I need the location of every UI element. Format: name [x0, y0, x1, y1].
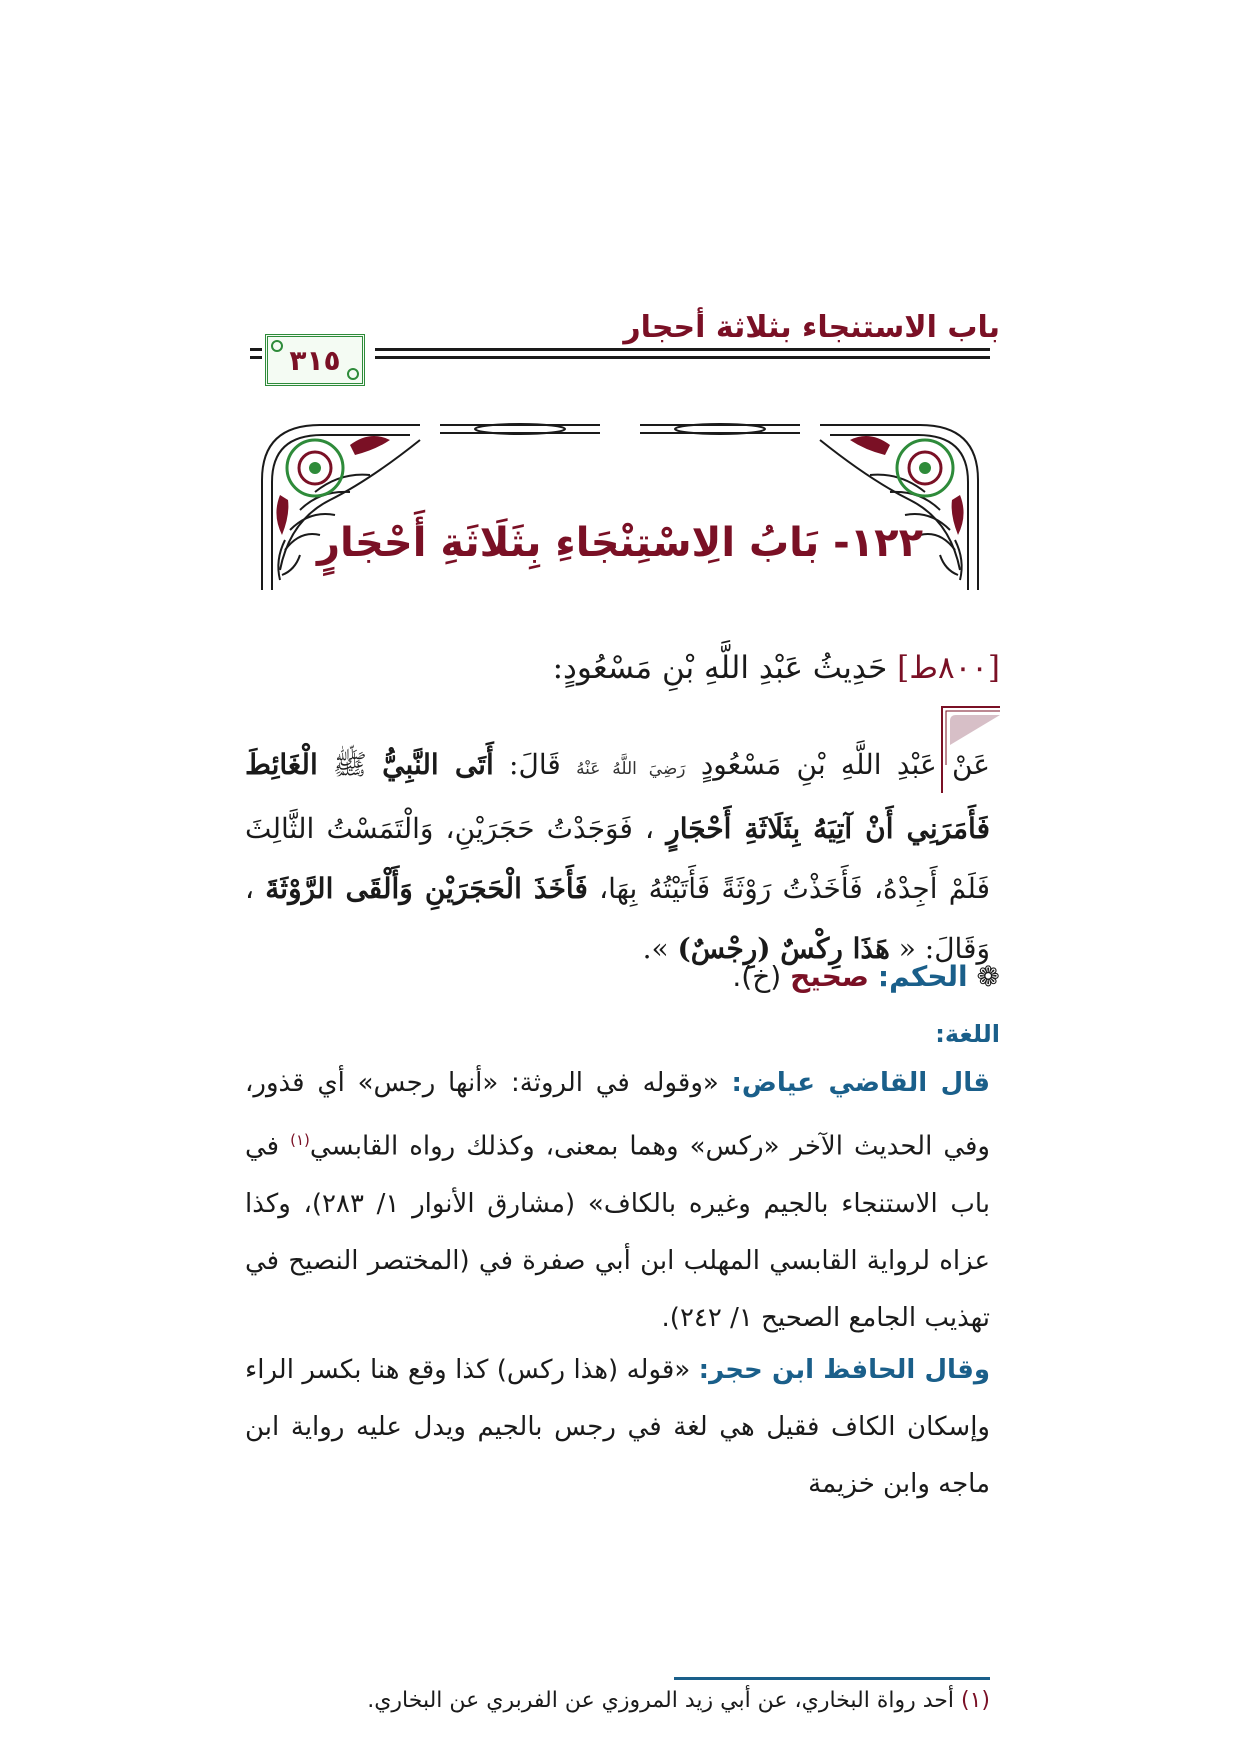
footnote-reference: (١)	[290, 1131, 310, 1149]
ruling-value: صحيح	[790, 960, 869, 993]
honorific-salallahu: ﷺ	[333, 748, 367, 781]
chapter-title: ١٢٢- بَابُ الِاسْتِنْجَاءِ بِثَلَاثَةِ أَحْجَارٍ	[317, 520, 923, 566]
hadith-bold-part: فَأَخَذَ الْحَجَرَيْنِ وَأَلْقَى الرَّوْثَةَ	[265, 872, 588, 905]
footnote-divider	[674, 1677, 990, 1680]
hadith-text-part: عَنْ عَبْدِ اللَّهِ بْنِ مَسْعُودٍ	[700, 748, 990, 781]
hadith-text-part: ، فَوَجَدْتُ حَجَرَيْنِ، وَالْتَمَسْتُ الثَّالِثَ فَلَمْ أَجِدْهُ، فَأَخَذْتُ رَوْثَةً فَأَتَيْتُهُ بِهَا،	[245, 812, 990, 905]
header-rule-left-bottom	[250, 356, 262, 359]
footnote-number: (١)	[960, 1688, 990, 1713]
flower-icon: ❁	[976, 960, 1000, 993]
ruling-line	[732, 960, 1000, 993]
hadith-text-part: ».	[642, 932, 669, 965]
commentary-lead: وقال الحافظ ابن حجر:	[698, 1355, 990, 1385]
footnote-text: أحد رواة البخاري، عن أبي زيد المروزي عن الفربري عن البخاري.	[367, 1688, 954, 1713]
commentary-paragraph	[245, 1342, 990, 1513]
ruling-label: الحكم:	[877, 960, 968, 993]
honorific-radiallahu: رَضِيَ اللَّهُ عَنْهُ	[576, 759, 686, 779]
ornament-left-rosette-core	[309, 462, 321, 474]
hadith-text-part: ، وَقَالَ: «	[245, 872, 990, 965]
commentary-text: في باب الاستنجاء بالجيم وغيره بالكاف» (مشارق الأنوار ١/ ٢٨٣)، وكذا عزاه لرواية القابسي المهلب ابن أبي صفرة في (المختصر النصيح في تهذيب الجامع الصحيح ١/ ٢٤٢).	[245, 1131, 990, 1333]
hadith-heading-text: حَدِيثُ عَبْدِ اللَّهِ بْنِ مَسْعُودٍ:	[552, 650, 888, 686]
hadith-heading	[553, 650, 1000, 686]
running-header-title: باب الاستنجاء بثلاثة أحجار	[623, 310, 1000, 345]
ruling-source: (خ).	[732, 960, 782, 993]
commentary-text: «قوله (هذا ركس) كذا وقع هنا بكسر الراء وإسكان الكاف فقيل هي لغة في رجس بالجيم ويدل عليه رواية ابن ماجه وابن خزيمة	[245, 1355, 990, 1499]
hadith-text-part: قَالَ:	[493, 748, 561, 781]
ornament-right-rosette-core	[919, 462, 931, 474]
commentary-text: «وقوله في الروثة: «أنها رجس» أي قذور، وفي الحديث الآخر «ركس» وهما بمعنى، وكذلك رواه القابسي	[245, 1068, 990, 1162]
hadith-bold-part: أَتَى النَّبِيُّ	[382, 748, 494, 781]
page-number-badge	[265, 334, 365, 386]
section-heading-lughah: اللغة:	[935, 1020, 1000, 1048]
commentary-lead: قال القاضي عياض:	[731, 1068, 990, 1098]
header-rule-right-top	[375, 348, 990, 351]
page-number: ٣١٥	[289, 343, 341, 377]
ornament-top-bars	[440, 424, 800, 434]
hadith-bold-part: الْغَائِطَ فَأَمَرَنِي أَنْ آتِيَهُ بِثَلَاثَةِ أَحْجَارٍ	[245, 748, 990, 845]
footnote	[367, 1688, 990, 1713]
header-rule-left-top	[250, 348, 262, 351]
header-rule-right-bottom	[375, 356, 990, 359]
commentary-paragraph	[245, 1055, 990, 1347]
chapter-ornament	[260, 420, 980, 595]
hadith-bold-part: هَذَا رِكْسٌ (رِجْسٌ)	[677, 932, 890, 965]
hadith-text	[245, 735, 990, 979]
hadith-number: [٨٠٠ط]	[897, 650, 1000, 686]
